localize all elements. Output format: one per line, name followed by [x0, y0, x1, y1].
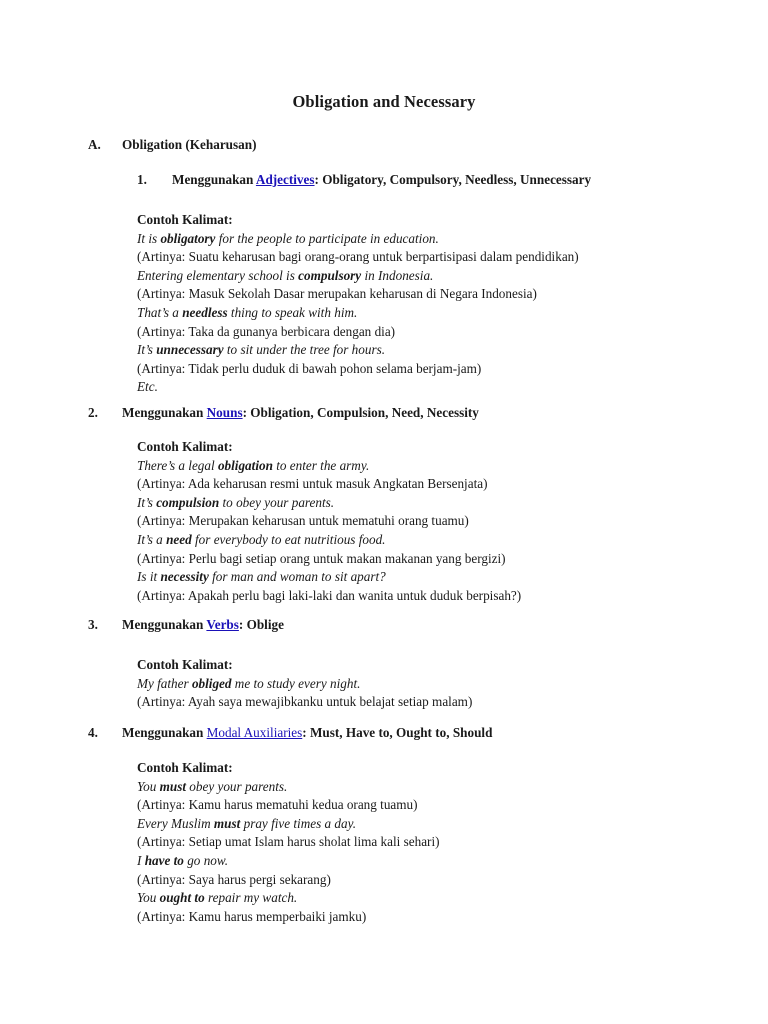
example-translation-id: (Artinya: Kamu harus memperbaiki jamku)	[137, 908, 367, 924]
example-sentence-en	[137, 675, 737, 694]
sentence-pre: Every Muslim	[137, 815, 214, 831]
sentence-keyword: must	[159, 778, 186, 794]
sentence-keyword: necessity	[160, 569, 209, 585]
sentence-keyword: obligation	[217, 457, 273, 473]
item-heading-suffix: : Obligation, Compulsion, Need, Necessity	[242, 405, 479, 420]
sentence-post: obey your parents.	[186, 778, 288, 794]
examples-title: Contoh Kalimat:	[137, 439, 233, 454]
item-heading-prefix: Menggunakan	[122, 617, 207, 632]
sentence-post: in Indonesia.	[361, 267, 434, 283]
example-sentence-en	[137, 341, 737, 360]
sentence-pre: My father	[137, 675, 192, 691]
example-translation-id: (Artinya: Tidak perlu duduk di bawah pohon selama berjam-jam)	[137, 360, 482, 376]
item-link-adjectives[interactable]: Adjectives	[255, 172, 315, 187]
item-heading-suffix: : Must, Have to, Ought to, Should	[302, 725, 493, 740]
sentence-pre: It’s a	[137, 531, 167, 547]
sentence-keyword: ought to	[159, 890, 205, 906]
sentence-post: me to study every night.	[231, 675, 361, 691]
item-marker: 3.	[88, 617, 98, 632]
sentence-keyword: must	[213, 815, 241, 831]
sentence-keyword: needless	[182, 304, 228, 320]
example-translation-id: (Artinya: Ayah saya mewajibkanku untuk belajat setiap malam)	[137, 694, 473, 710]
item-heading-suffix: : Obligatory, Compulsory, Needless, Unnecessary	[314, 172, 592, 187]
example-translation-id: (Artinya: Apakah perlu bagi laki-laki dan wanita untuk duduk berpisah?)	[137, 587, 522, 603]
sentence-pre: It’s	[137, 494, 157, 510]
example-sentence-en	[137, 230, 737, 249]
item-link-nouns[interactable]: Nouns	[206, 405, 243, 420]
sentence-pre: Entering elementary school is	[137, 267, 299, 283]
item-marker: 4.	[88, 725, 98, 740]
item-heading-text	[122, 616, 284, 635]
item-link-modal-auxiliaries[interactable]: Modal Auxiliaries	[206, 725, 303, 740]
sentence-keyword: compulsory	[298, 267, 362, 283]
example-sentence-en	[137, 304, 737, 323]
example-translation-id: (Artinya: Masuk Sekolah Dasar merupakan keharusan di Negara Indonesia)	[137, 286, 537, 302]
sentence-post: go now.	[183, 852, 228, 868]
example-translation-id: (Artinya: Perlu bagi setiap orang untuk makan makanan yang bergizi)	[137, 550, 506, 566]
examples-block	[137, 211, 737, 397]
example-sentence-en	[137, 778, 737, 797]
sentence-post: for the people to participate in education.	[215, 230, 439, 246]
sentence-pre: It is	[137, 230, 161, 246]
sentence-post: repair my watch.	[204, 890, 298, 906]
sentence-post: to obey your parents.	[219, 494, 335, 510]
example-sentence-en	[137, 531, 737, 550]
sentence-keyword: obligatory	[160, 230, 216, 246]
item-marker: 2.	[88, 405, 98, 420]
sentence-pre: You	[137, 778, 160, 794]
section-a-marker: A.	[88, 137, 101, 152]
examples-title: Contoh Kalimat:	[137, 657, 233, 672]
sentence-pre: I	[137, 852, 145, 868]
sentence-keyword: unnecessary	[156, 342, 224, 358]
example-translation-id: (Artinya: Merupakan keharusan untuk mematuhi orang tuamu)	[137, 513, 469, 529]
example-translation-id: (Artinya: Saya harus pergi sekarang)	[137, 871, 331, 887]
section-heading-a	[88, 136, 256, 155]
sentence-post: for man and woman to sit apart?	[208, 569, 386, 585]
sentence-pre: Etc.	[137, 379, 158, 395]
examples-block	[137, 438, 737, 605]
example-sentence-en	[137, 889, 737, 908]
examples-title: Contoh Kalimat:	[137, 212, 233, 227]
sentence-pre: You	[137, 890, 160, 906]
sentence-pre: Is it	[137, 569, 161, 585]
item-link-verbs[interactable]: Verbs	[206, 617, 239, 632]
item-heading-2	[88, 404, 479, 423]
example-sentence-en	[137, 378, 737, 397]
example-sentence-en	[137, 494, 737, 513]
sentence-post: pray five times a day.	[240, 815, 357, 831]
item-heading-4	[88, 724, 492, 743]
section-a-title: Obligation (Keharusan)	[122, 137, 257, 152]
item-heading-text	[122, 724, 492, 743]
examples-block	[137, 656, 737, 712]
item-heading-1	[137, 171, 591, 190]
example-sentence-en	[137, 815, 737, 834]
example-sentence-en	[137, 457, 737, 476]
item-heading-text	[122, 404, 479, 423]
example-translation-id: (Artinya: Suatu keharusan bagi orang-orang untuk berpartisipasi dalam pendidikan)	[137, 249, 579, 265]
item-heading-text	[172, 171, 591, 190]
item-heading-prefix: Menggunakan	[172, 172, 256, 187]
example-sentence-en	[137, 568, 737, 587]
page-title: Obligation and Necessary	[292, 92, 476, 111]
item-heading-suffix: : Oblige	[238, 617, 284, 632]
sentence-post: thing to speak with him.	[227, 304, 358, 320]
sentence-pre: That’s a	[137, 304, 183, 320]
sentence-keyword: compulsion	[156, 494, 220, 510]
item-heading-3	[88, 616, 284, 635]
example-translation-id: (Artinya: Kamu harus mematuhi kedua orang tuamu)	[137, 797, 418, 813]
example-sentence-en	[137, 852, 737, 871]
sentence-keyword: have to	[144, 852, 184, 868]
examples-title: Contoh Kalimat:	[137, 760, 233, 775]
sentence-post: for everybody to eat nutritious food.	[191, 531, 386, 547]
sentence-keyword: need	[166, 531, 192, 547]
sentence-post: to sit under the tree for hours.	[223, 342, 386, 358]
sentence-pre: It’s	[137, 342, 157, 358]
sentence-post: to enter the army.	[272, 457, 370, 473]
example-sentence-en	[137, 267, 737, 286]
example-translation-id: (Artinya: Taka da gunanya berbicara dengan dia)	[137, 323, 396, 339]
item-heading-prefix: Menggunakan	[122, 725, 207, 740]
item-marker: 1.	[137, 172, 147, 187]
example-translation-id: (Artinya: Ada keharusan resmi untuk masuk Angkatan Bersenjata)	[137, 476, 488, 492]
example-translation-id: (Artinya: Setiap umat Islam harus sholat lima kali sehari)	[137, 834, 440, 850]
examples-block	[137, 759, 737, 926]
item-heading-prefix: Menggunakan	[122, 405, 207, 420]
sentence-keyword: obliged	[191, 675, 232, 691]
sentence-pre: There’s a legal	[137, 457, 218, 473]
